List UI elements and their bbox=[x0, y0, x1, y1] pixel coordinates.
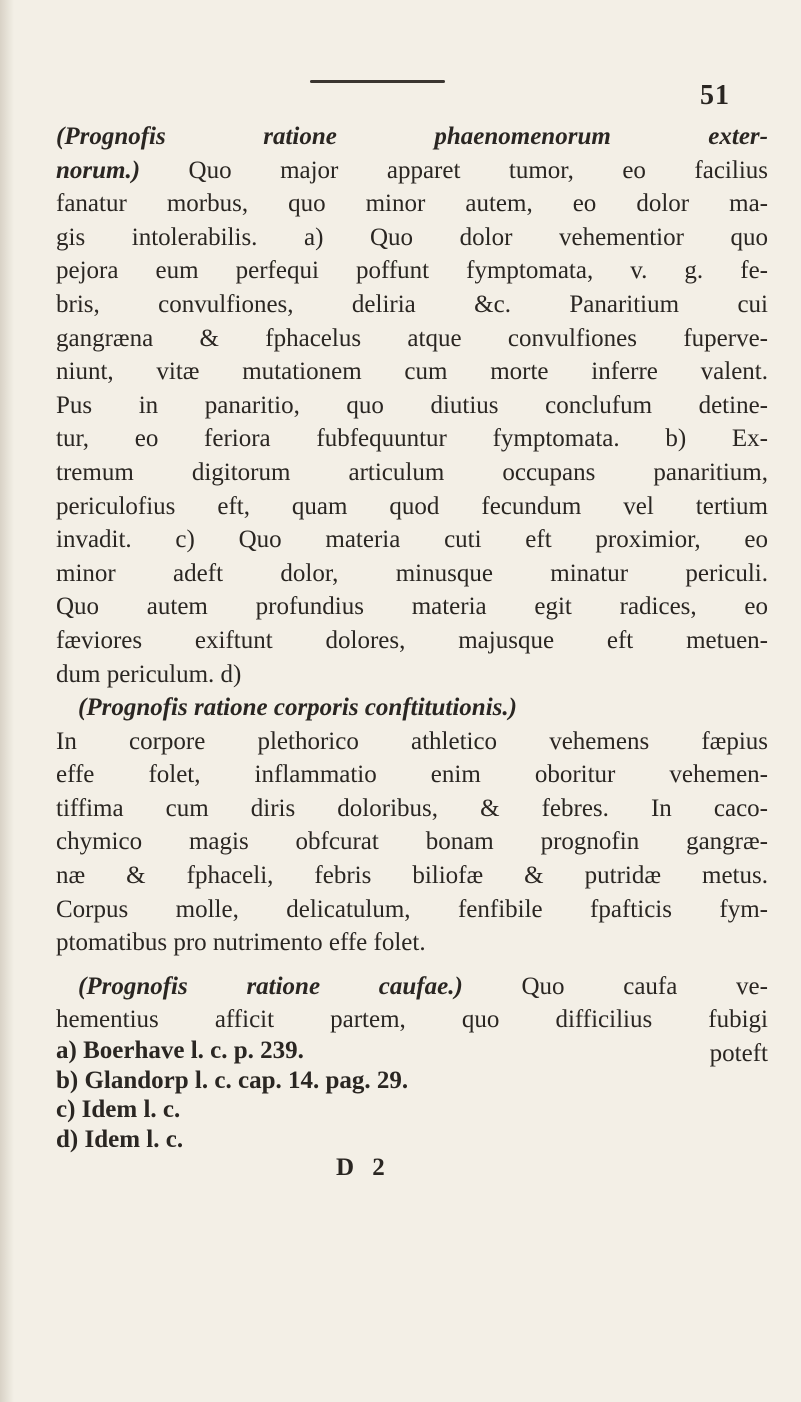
text-line: gangræna & fphacelus atque convulfiones fuperve- bbox=[56, 324, 768, 352]
text-line: tiffima cum diris doloribus, & febres. In caco- bbox=[56, 794, 768, 822]
text-line: ptomatibus pro nutrimento effe folet. bbox=[56, 929, 426, 957]
text-line: pejora eum perfequi poffunt fymptomata, v. g. fe- bbox=[56, 257, 768, 285]
footnote: a) Boerhave l. c. p. 239. bbox=[56, 1037, 304, 1064]
catchword: poteft bbox=[709, 1040, 768, 1068]
text-line: (Prognofis ratione phaenomenorum exter- bbox=[56, 123, 768, 150]
text-line: fanatur morbus, quo minor autem, eo dolor ma- bbox=[56, 190, 768, 218]
paragraph-gap bbox=[56, 960, 768, 970]
text-line: invadit. c) Quo materia cuti eft proximior, eo bbox=[56, 526, 768, 554]
text-line: niunt, vitæ mutationem cum morte inferre valent. bbox=[56, 358, 768, 386]
text-line: norum.) Quo major apparet tumor, eo facilius bbox=[56, 156, 768, 184]
text-line: bris, convulfiones, deliria &c. Panaritium cui bbox=[56, 290, 768, 318]
text-line: fæviores exiftunt dolores, majusque eft metuen- bbox=[56, 626, 768, 654]
main-text bbox=[56, 120, 768, 1071]
section-heading: (Prognofis ratione corporis conftitutionis.) bbox=[78, 694, 517, 722]
text-line: dum periculum. d) bbox=[56, 660, 242, 688]
text-line: Pus in panaritio, quo diutius conclufum detine- bbox=[56, 391, 768, 419]
text-line: minor adeft dolor, minusque minatur periculi. bbox=[56, 559, 768, 587]
text-line: næ & fphaceli, febris biliofæ & putridæ metus. bbox=[56, 862, 768, 890]
text-line: tremum digitorum articulum occupans panaritium, bbox=[56, 458, 768, 486]
text-line: In corpore plethorico athletico vehemens fæpius bbox=[56, 727, 768, 755]
footnote: d) Idem l. c. bbox=[56, 1125, 184, 1153]
text-line: gis intolerabilis. a) Quo dolor vehementior quo bbox=[56, 223, 768, 251]
text-line: hementius afficit partem, quo difficilius fubigi bbox=[56, 1006, 768, 1034]
text-line: effe folet, inflammatio enim oboritur vehemen- bbox=[56, 761, 768, 789]
text-line: tur, eo feriora fubfequuntur fymptomata. b) Ex- bbox=[56, 425, 768, 453]
footnotes bbox=[56, 1036, 576, 1154]
text-line: chymico magis obfcurat bonam prognofin gangræ- bbox=[56, 828, 768, 856]
text-line: Quo autem profundius materia egit radices, eo bbox=[56, 593, 768, 621]
text-line: periculofius eft, quam quod fecundum vel tertium bbox=[56, 492, 768, 520]
text-line: (Prognofis ratione caufae.) Quo caufa ve- bbox=[78, 972, 768, 1000]
header-rule bbox=[310, 80, 445, 83]
footnote: c) Idem l. c. bbox=[56, 1096, 181, 1123]
signature-mark: D 2 bbox=[336, 1154, 391, 1181]
page-edge-shadow bbox=[0, 0, 14, 1402]
text-line: Corpus molle, delicatulum, fenfibile fpafticis fym- bbox=[56, 895, 768, 923]
page-number: 51 bbox=[700, 80, 730, 111]
footnote: b) Glandorp l. c. cap. 14. pag. 29. bbox=[56, 1066, 409, 1094]
